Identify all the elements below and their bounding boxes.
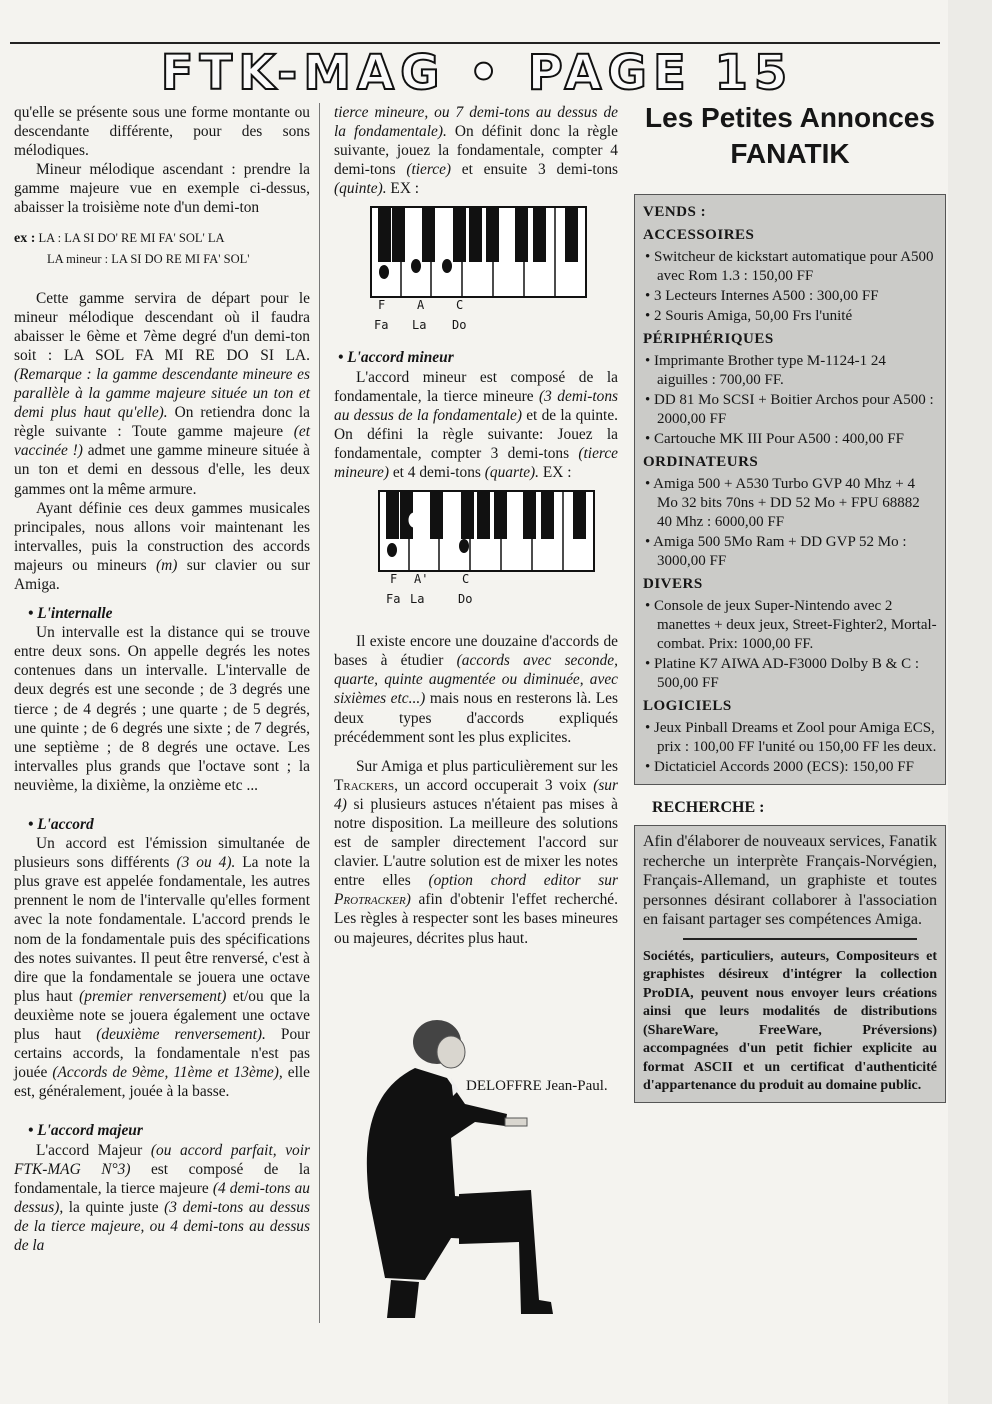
text-run: On définit donc la règle suivante, jouez la fondamentale, compter 4 demi-tons <box>334 123 618 179</box>
spacer <box>334 612 618 632</box>
note-name: Do <box>452 318 467 333</box>
text-run: (option chord editor sur <box>428 872 618 890</box>
list-item: • 3 Lecteurs Internes A500 : 300,00 FF <box>645 288 879 304</box>
note-name: La <box>412 318 427 333</box>
note-letter: C <box>456 298 464 313</box>
text-run: (3 demi-tons au dessus de la fondamentale) <box>334 387 618 424</box>
text-run: (quarte). <box>484 464 540 482</box>
column-2 <box>334 103 618 948</box>
section-heading-peripheriques: PÉRIPHÉRIQUES <box>643 331 774 347</box>
text-run: (ou accord parfait, voir FTK-MAG N°3) <box>14 1141 310 1178</box>
note-name: Fa <box>374 318 389 333</box>
text-run: EX : <box>386 180 420 198</box>
text-run: Il existe encore une douzaine d'accords de bases à étudier <box>334 633 618 670</box>
text-run: L'accord Majeur <box>36 1141 151 1159</box>
text-run: Ayant définie ces deux gammes musicales principales, nous allons voir maintenant les intervalles, puis la construction des accords majeurs ou mineurs <box>14 499 310 574</box>
text-run: afin d'obtenir l'effet recherché. Les règles à respecter sont les bases mineures ou majeures, décrites plus haut. <box>334 891 618 947</box>
text-run: est composé de la fondamentale, la tierce majeure <box>14 1160 310 1197</box>
column-divider <box>319 103 320 1323</box>
note-letter: A' <box>414 572 429 587</box>
text-run: et ensuite 3 demi-tons <box>451 161 618 179</box>
list-item: • Platine K7 AIWA AD-F3000 Dolby B & C : 500,00 FF <box>645 656 920 691</box>
page-header-title: FTK-MAG • PAGE 15 <box>160 45 794 101</box>
note-name: Fa <box>386 592 401 607</box>
text-run: et 4 demi-tons <box>389 464 485 482</box>
list-logiciels <box>643 719 937 777</box>
text-run: Trackers <box>334 776 395 794</box>
classifieds-column <box>634 100 946 1103</box>
spacer <box>14 795 310 815</box>
text-run: EX : <box>539 464 572 482</box>
section-heading: • L'accord <box>28 816 94 833</box>
note-marker <box>459 539 469 553</box>
note-letter: C <box>462 572 470 587</box>
spacer <box>14 594 310 604</box>
paragraph <box>334 632 618 747</box>
text-run: Cette gamme servira de départ pour le mineur mélodique descendant où il faudra abaisser le 6ème et 7ème degré d'un demi-ton soit : <box>14 289 310 364</box>
paragraph: Un intervalle est la distance qui se trouve entre deux sons. On appelle degrés les notes contenues dans un intervalle. L'intervalle de deux degrés est une seconde ; de 3 degrés une tierce ; de 4 degrés ; une quarte ; de 5 degrés, une quinte ; de 6 degrés une sixte ; de 7 degrés, une septième ; de 8 degrés une octave. Les intervalles plus grands que l'octave sont ; la neuvième, la dixième, la onzième etc ... <box>14 624 310 794</box>
section-heading-divers: DIVERS <box>643 576 703 592</box>
paragraph: qu'elle se présente sous une forme montante ou descendante différente, pour des sons mélodiques. <box>14 104 310 160</box>
spacer <box>334 338 618 348</box>
pianist-illustration <box>355 1018 615 1328</box>
text-run: (Accords de 9ème, 11ème et 13ème), <box>52 1064 283 1082</box>
note-marker <box>411 259 421 273</box>
text-run: LA SOL FA MI RE DO SI LA. <box>63 346 310 364</box>
paragraph <box>14 1141 310 1256</box>
classifieds-title: Les Petites Annonces FANATIK <box>645 102 935 169</box>
text-run: (4 demi-tons au dessus), <box>14 1179 310 1216</box>
text-run: mais nous en resterons là. Les deux types d'accords expliqués précédemment sont les plus explicites. <box>334 690 618 746</box>
section-heading: • L'internalle <box>28 605 113 623</box>
text-run: L'accord mineur est composé de la fondamentale, la tierce mineure <box>334 368 618 405</box>
signature: DELOFFRE Jean-Paul. <box>466 1078 608 1094</box>
header-rule <box>10 42 940 44</box>
text-run: (tierce mineure) <box>334 444 618 482</box>
text-run: (accords avec seconde, quarte, quinte augmentée ou diminuée, avec sixièmes etc...) <box>334 652 618 708</box>
text-run: (m) <box>156 556 178 574</box>
note-name: La <box>410 592 425 607</box>
spacer <box>14 218 310 228</box>
text-run: (Remarque : la gamme descendante mineure es parallèle à la gamme majeure située un ton et demi plus haut qu'elle). <box>14 365 310 422</box>
note-name: Do <box>458 592 473 607</box>
paragraph <box>334 103 618 198</box>
vends-box <box>634 194 946 785</box>
list-item: • Dictaticiel Accords 2000 (ECS): 150,00 FF <box>645 759 914 775</box>
keyboard-diagram-minor <box>378 490 596 572</box>
note-marker <box>409 513 419 527</box>
text-run: (deuxième renversement). <box>96 1026 266 1044</box>
text-run: (sur 4) <box>334 776 618 813</box>
section-heading-ordinateurs: ORDINATEURS <box>643 454 759 470</box>
section-heading-accessoires: ACCESSOIRES <box>643 227 755 243</box>
paragraph <box>14 834 310 1101</box>
text-run: et/ou que la deuxième note se jouera également une octave plus haut <box>14 987 310 1044</box>
note-marker <box>442 259 452 273</box>
section-heading: • L'accord mineur <box>338 349 454 367</box>
note-marker <box>379 265 389 279</box>
list-peripheriques <box>643 352 937 449</box>
text-run: tierce mineure, ou 7 demi-tons au dessus de la fondamentale). <box>334 104 618 141</box>
text-run: Un accord est l'émission simultanée de plusieurs sons différents <box>14 835 310 872</box>
prodia-notice: Sociétés, particuliers, auteurs, Compositeurs et graphistes désireux d'intégrer la collection ProDIA, peuvent nous envoyer leurs créations ainsi que leurs modalités de distributions (ShareWare, FreeWare, Préversions) accompagnées d'un petit fichier explicite au format ASCII et un certificat d'authenticité d'appartenance du produit au domaine public. <box>643 948 937 1094</box>
list-accessoires <box>643 248 937 326</box>
text-run: Pour certains accords, la fondamentale n'est pas jouée <box>14 1026 310 1082</box>
divider <box>683 938 917 940</box>
text-run: (3 demi-tons au dessus de la tierce majeure, ou 4 demi-tons au dessus de la <box>14 1198 310 1254</box>
list-divers <box>643 597 937 693</box>
list-item: • 2 Souris Amiga, 50,00 Frs l'unité <box>645 308 853 324</box>
text-run: (tierce) <box>406 161 452 179</box>
note-letter: F <box>390 572 398 587</box>
note-marker <box>387 543 397 557</box>
text-run: Protracker) <box>334 891 411 909</box>
list-item: • Jeux Pinball Dreams et Zool pour Amiga ECS, prix : 100,00 FF l'unité ou 150,00 FF les deux. <box>645 720 937 755</box>
example-scale: LA : LA SI DO' RE MI FA' SOL' LA <box>38 230 225 245</box>
spacer <box>14 269 310 289</box>
section-heading-logiciels: LOGICIELS <box>643 698 732 714</box>
keyboard-diagram-major <box>370 206 588 298</box>
keyboard-labels-minor <box>386 572 618 612</box>
text-run: Sur Amiga et plus particulièrement sur les <box>356 757 618 775</box>
list-item: • Imprimante Brother type M-1124-1 24 aiguilles : 700,00 FF. <box>645 353 886 388</box>
text-run: (quinte). <box>334 180 387 198</box>
text-run: (et vaccinée !) <box>14 423 310 460</box>
text-run: On retiendra donc la règle suivante : Toute gamme majeure <box>14 404 310 441</box>
text-run: si plusieurs astuces n'étaient pas mises à notre disposition. La meilleure des solutions est de sampler directement l'accord sur clavier. L'autre solution est de mixer les notes entre elles <box>334 795 618 890</box>
text-run: , un accord occuperait 3 voix <box>394 776 594 794</box>
paragraph <box>334 757 618 948</box>
text-run: la quinte juste <box>63 1198 165 1216</box>
example-line: LA mineur : LA SI DO RE MI FA' SOL' <box>47 251 250 266</box>
list-item: • Amiga 500 + A530 Turbo GVP 40 Mhz + 4 Mo 32 bits 70ns + DD 52 Mo + FPU 68882 40 Mhz : 6000,00 FF <box>645 476 920 530</box>
list-item: • Console de jeux Super-Nintendo avec 2 manettes + deux jeux, Street-Fighter2, Mortal-combat. Prix: 1000,00 FF. <box>645 598 937 652</box>
list-item: • Switcheur de kickstart automatique pour A500 avec Rom 1.3 : 150,00 FF <box>645 249 934 284</box>
paragraph <box>14 289 310 499</box>
text-run: admet une gamme mineure située à un ton et demi en dessous d'elle, les deux gammes ont la même armure. <box>14 442 311 498</box>
recherche-box <box>634 825 946 1103</box>
paragraph <box>14 499 310 594</box>
vends-heading: VENDS : <box>643 204 707 220</box>
paragraph <box>334 368 618 483</box>
recherche-text: Afin d'élaborer de nouveaux services, Fanatik recherche un interprète Français-Norvégien, Français-Allemand, un graphiste et toutes personnes désirant collaborer à l'association en faisant partager ses compétences Amiga. <box>643 833 937 929</box>
note-letter: F <box>378 298 386 313</box>
page-edge <box>948 0 992 1404</box>
text-run: La note la plus grave est appelée fondamentale, les autres prennent le nom de l'intervalle qu'elles forment avec la note fondamentale. L'accord prends le nom de la fondamentale puis des spécifications des notes suivantes. Il peut être renversé, c'est à dire que la fondamentale se jouera une octave plus haut <box>14 854 310 1005</box>
text-run: et de la quinte. On défini la règle suivante: Jouez la fondamentale, compter 3 demi-tons <box>334 406 619 462</box>
spacer <box>334 747 618 757</box>
note-letter: A <box>417 298 425 313</box>
recherche-heading: RECHERCHE : <box>652 799 765 816</box>
section-heading: • L'accord majeur <box>28 1122 143 1140</box>
example-label: ex : <box>14 230 36 246</box>
list-item: • Amiga 500 5Mo Ram + DD GVP 52 Mo : 3000,00 FF <box>645 534 907 569</box>
list-item: • DD 81 Mo SCSI + Boitier Archos pour A500 : 2000,00 FF <box>645 392 934 427</box>
spacer <box>14 1101 310 1121</box>
keyboard-labels-major <box>370 298 618 338</box>
text-run: (3 ou 4). <box>176 854 236 872</box>
text-run: sur clavier ou sur Amiga. <box>14 556 310 593</box>
list-ordinateurs <box>643 475 937 571</box>
example-line <box>14 228 310 249</box>
text-run: (premier renversement) <box>79 987 227 1005</box>
text-run: elle est, généralement, jouée à la basse. <box>14 1064 311 1101</box>
list-item: • Cartouche MK III Pour A500 : 400,00 FF <box>645 431 904 447</box>
paragraph: Mineur mélodique ascendant : prendre la gamme majeure vue en exemple ci-dessus, abaisser la troisième note d'un demi-ton <box>14 161 310 217</box>
column-1 <box>14 103 310 1255</box>
